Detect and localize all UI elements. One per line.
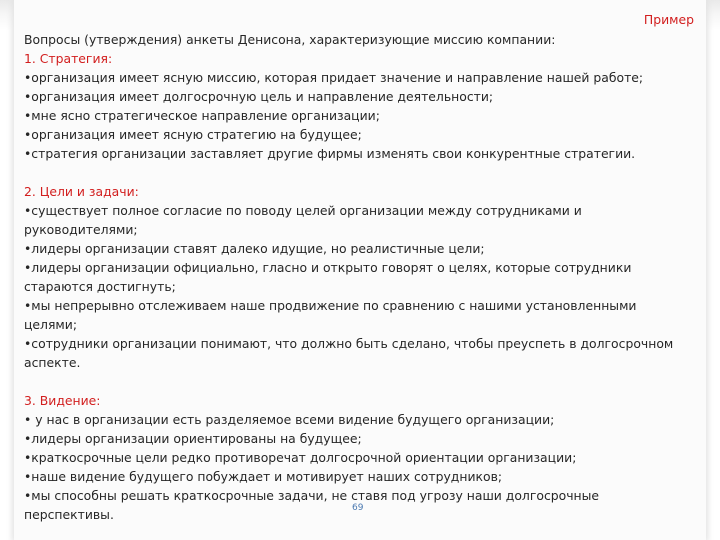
- list-item: •организация имеет долгосрочную цель и направление деятельности;: [24, 89, 494, 104]
- list-item: •организация имеет ясную стратегию на будущее;: [24, 127, 362, 142]
- list-item: •мы непрерывно отслеживаем наше продвижение по сравнению с нашими установленными: [24, 298, 637, 313]
- list-item: •лидеры организации ориентированы на будущее;: [24, 431, 362, 446]
- corner-label: Пример: [643, 12, 694, 27]
- list-item: •мне ясно стратегическое направление организации;: [24, 108, 380, 123]
- list-item: • у нас в организации есть разделяемое всеми видение будущего организации;: [24, 412, 555, 427]
- section-heading: 3. Видение:: [24, 393, 101, 408]
- list-item: •организация имеет ясную миссию, которая придает значение и направление нашей работе;: [24, 70, 644, 85]
- section-spacer: [24, 372, 700, 391]
- list-item: целями;: [24, 317, 78, 332]
- list-item: руководителями;: [24, 222, 138, 237]
- section-heading: 1. Стратегия:: [24, 51, 113, 66]
- list-item: •сотрудники организации понимают, что должно быть сделано, чтобы преуспеть в долгосрочном: [24, 336, 674, 351]
- section-spacer: [24, 163, 700, 182]
- page-number: 69: [352, 503, 364, 513]
- list-item: •наше видение будущего побуждает и мотивирует наших сотрудников;: [24, 469, 503, 484]
- slide-title: Вопросы (утверждения) анкеты Денисона, характеризующие миссию компании:: [24, 32, 556, 47]
- section-goals: [24, 182, 700, 372]
- list-item: перспективы.: [24, 507, 114, 522]
- list-item: •стратегия организации заставляет другие фирмы изменять свои конкурентные стратегии.: [24, 146, 636, 161]
- list-item: •мы способны решать краткосрочные задачи, не ставя под угрозу наши долгосрочные: [24, 488, 600, 503]
- slide-content: [24, 30, 700, 524]
- list-item: •лидеры организации ставят далеко идущие, но реалистичные цели;: [24, 241, 485, 256]
- section-strategy: [24, 49, 700, 163]
- list-item: стараются достигнуть;: [24, 279, 176, 294]
- list-item: •краткосрочные цели редко противоречат долгосрочной ориентации организации;: [24, 450, 577, 465]
- list-item: •существует полное согласие по поводу целей организации между сотрудниками и: [24, 203, 582, 218]
- list-item: •лидеры организации официально, гласно и открыто говорят о целях, которые сотрудники: [24, 260, 632, 275]
- list-item: аспекте.: [24, 355, 81, 370]
- section-heading: 2. Цели и задачи:: [24, 184, 139, 199]
